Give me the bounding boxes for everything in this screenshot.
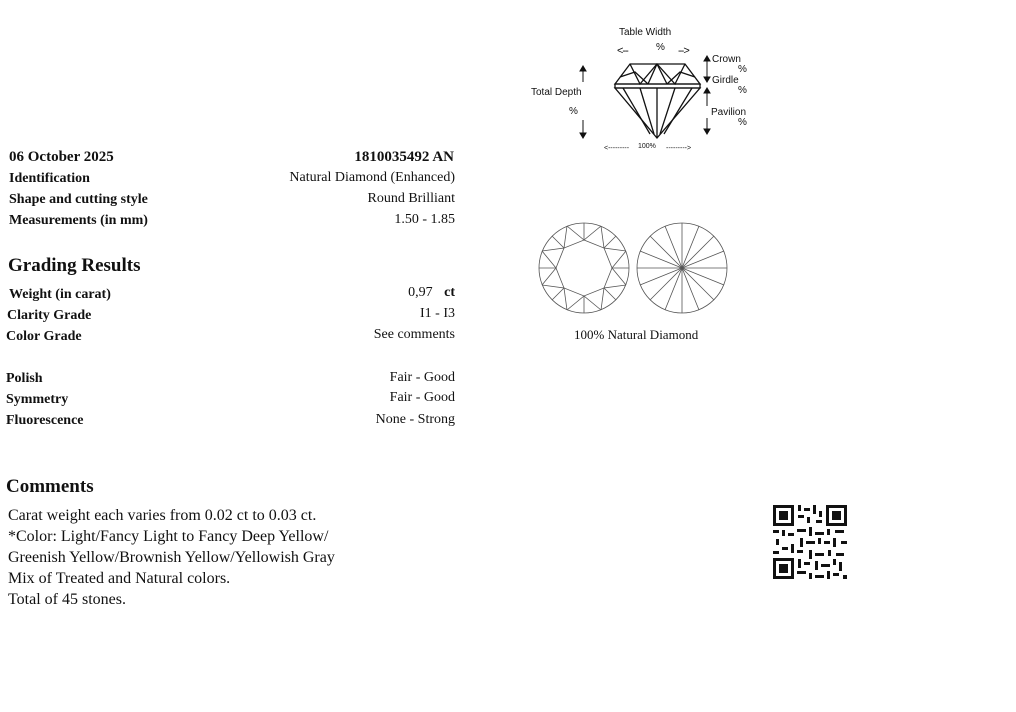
symmetry-label: Symmetry bbox=[6, 392, 69, 407]
report-date: 06 October 2025 bbox=[9, 149, 114, 165]
polish-label: Polish bbox=[6, 371, 43, 386]
svg-text:-->: --> bbox=[678, 45, 689, 57]
shape-value: Round Brilliant bbox=[367, 191, 455, 206]
measurements-value: 1.50 - 1.85 bbox=[394, 212, 455, 227]
svg-text:<--: <-- bbox=[617, 45, 628, 57]
weight-unit: ct bbox=[444, 285, 455, 300]
pavilion-view-icon bbox=[637, 223, 727, 313]
comment-line: Mix of Treated and Natural colors. bbox=[8, 570, 231, 587]
comment-line: *Color: Light/Fancy Light to Fancy Deep Yellow/ bbox=[8, 528, 329, 545]
weight-label: Weight (in carat) bbox=[9, 287, 111, 302]
fluorescence-label: Fluorescence bbox=[6, 413, 84, 428]
polish-value: Fair - Good bbox=[389, 370, 455, 385]
identification-value: Natural Diamond (Enhanced) bbox=[289, 170, 455, 185]
color-label: Color Grade bbox=[6, 329, 82, 344]
table-percent: % bbox=[656, 42, 665, 53]
plot-caption: 100% Natural Diamond bbox=[574, 327, 699, 342]
diamond-profile-icon bbox=[615, 64, 700, 138]
pavilion-label: Pavilion bbox=[711, 107, 747, 118]
total-depth-label: Total Depth bbox=[531, 87, 582, 98]
clarity-label: Clarity Grade bbox=[7, 308, 92, 323]
girdle-label: Girdle bbox=[712, 75, 739, 86]
fluorescence-value: None - Strong bbox=[375, 412, 455, 427]
color-value: See comments bbox=[373, 327, 455, 342]
clarity-plot-diagrams bbox=[537, 220, 731, 316]
qr-code-icon bbox=[773, 505, 847, 579]
measurements-label: Measurements (in mm) bbox=[9, 213, 148, 228]
girdle-percent: % bbox=[738, 85, 747, 96]
comment-line: Greenish Yellow/Brownish Yellow/Yellowish Gray bbox=[8, 549, 335, 566]
clarity-value: I1 - I3 bbox=[420, 306, 455, 321]
weight-value: 0,97 bbox=[408, 285, 433, 300]
comments-title: Comments bbox=[6, 476, 94, 497]
table-width-label: Table Width bbox=[619, 27, 672, 38]
symmetry-value: Fair - Good bbox=[389, 390, 455, 405]
crown-label: Crown bbox=[712, 54, 741, 65]
total-depth-percent: % bbox=[569, 106, 578, 117]
svg-text:<---------: <--------- bbox=[604, 145, 630, 152]
crown-view-icon bbox=[539, 223, 629, 313]
pavilion-percent: % bbox=[738, 117, 747, 128]
grading-title: Grading Results bbox=[8, 255, 141, 276]
identification-label: Identification bbox=[9, 171, 90, 186]
weight-value-group bbox=[408, 285, 455, 301]
shape-label: Shape and cutting style bbox=[9, 192, 148, 207]
comment-line: Carat weight each varies from 0.02 ct to 0.03 ct. bbox=[8, 507, 317, 524]
report-number: 1810035492 AN bbox=[354, 149, 454, 165]
crown-percent: % bbox=[738, 64, 747, 75]
comment-line: Total of 45 stones. bbox=[8, 591, 126, 608]
svg-text:--------->: ---------> bbox=[666, 145, 692, 152]
width-100-label: 100% bbox=[638, 143, 656, 150]
